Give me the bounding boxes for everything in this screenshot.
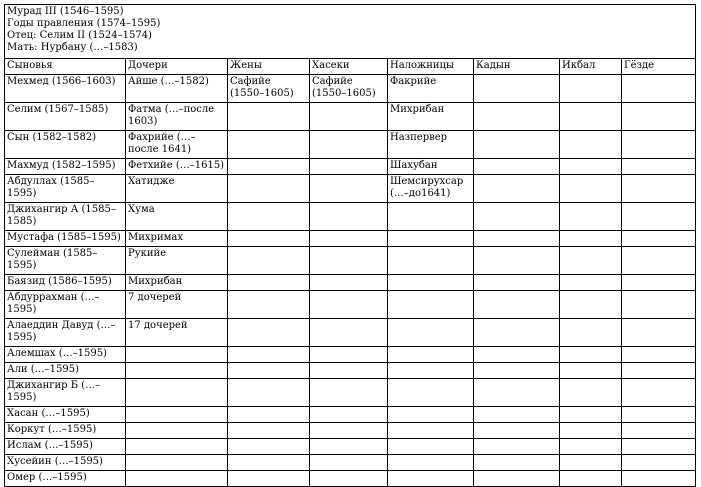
cell-ikbal <box>560 131 622 159</box>
cell-kadin <box>474 423 560 439</box>
cell-son: Али (…–1595) <box>5 363 126 379</box>
column-header-wives: Жены <box>228 59 310 75</box>
table-row <box>5 203 696 231</box>
cell-son: Хусейин (…–1595) <box>5 455 126 471</box>
cell-son: Мехмед (1566–1603) <box>5 75 126 103</box>
cell-wife <box>228 439 310 455</box>
cell-ikbal <box>560 231 622 247</box>
cell-haseki <box>310 379 388 407</box>
cell-daughter: Фетхийе (…–1615) <box>126 159 228 175</box>
cell-wife <box>228 455 310 471</box>
cell-gozde <box>622 471 696 487</box>
cell-gozde <box>622 423 696 439</box>
cell-daughter: 17 дочерей <box>126 319 228 347</box>
genealogy-page <box>4 4 695 487</box>
table-row <box>5 363 696 379</box>
cell-daughter: Рукийе <box>126 247 228 275</box>
cell-haseki <box>310 159 388 175</box>
column-header-kadin: Кадын <box>474 59 560 75</box>
cell-son: Сулейман (1585–1595) <box>5 247 126 275</box>
cell-wife <box>228 175 310 203</box>
table-row <box>5 379 696 407</box>
reign-years: Годы правления (1574–1595) <box>7 18 161 29</box>
cell-daughter <box>126 363 228 379</box>
cell-kadin <box>474 379 560 407</box>
cell-son: Баязид (1586–1595) <box>5 275 126 291</box>
cell-son: Ислам (…–1595) <box>5 439 126 455</box>
table-row <box>5 347 696 363</box>
cell-son: Джихангир А (1585–1585) <box>5 203 126 231</box>
cell-gozde <box>622 379 696 407</box>
cell-gozde <box>622 159 696 175</box>
table-row <box>5 407 696 423</box>
table-row <box>5 275 696 291</box>
cell-kadin <box>474 363 560 379</box>
cell-daughter <box>126 439 228 455</box>
cell-son: Алаеддин Давуд (…–1595) <box>5 319 126 347</box>
cell-ikbal <box>560 347 622 363</box>
cell-ikbal <box>560 379 622 407</box>
cell-ikbal <box>560 175 622 203</box>
cell-kadin <box>474 471 560 487</box>
cell-daughter: Айше (…–1582) <box>126 75 228 103</box>
table-body <box>5 5 696 487</box>
cell-ikbal <box>560 247 622 275</box>
cell-son: Абдуллах (1585–1595) <box>5 175 126 203</box>
cell-haseki <box>310 275 388 291</box>
cell-gozde <box>622 439 696 455</box>
cell-daughter: Хатидже <box>126 175 228 203</box>
cell-daughter: Фатма (…–после 1603) <box>126 103 228 131</box>
cell-haseki <box>310 203 388 231</box>
cell-ikbal <box>560 455 622 471</box>
cell-gozde <box>622 231 696 247</box>
cell-kadin <box>474 75 560 103</box>
cell-son: Мустафа (1585–1595) <box>5 231 126 247</box>
cell-gozde <box>622 363 696 379</box>
cell-kadin <box>474 231 560 247</box>
cell-haseki <box>310 231 388 247</box>
cell-son: Хасан (…–1595) <box>5 407 126 423</box>
cell-son: Алемшах (…–1595) <box>5 347 126 363</box>
mother-info: Мать: Нурбану (…–1583) <box>7 42 138 53</box>
cell-concubine <box>388 423 474 439</box>
table-row <box>5 439 696 455</box>
cell-kadin <box>474 439 560 455</box>
cell-ikbal <box>560 319 622 347</box>
cell-haseki: Сафийе (1550–1605) <box>310 75 388 103</box>
cell-wife: Сафийе (1550–1605) <box>228 75 310 103</box>
cell-ikbal <box>560 363 622 379</box>
column-header-daughters: Дочери <box>126 59 228 75</box>
cell-gozde <box>622 103 696 131</box>
cell-haseki <box>310 407 388 423</box>
cell-concubine <box>388 231 474 247</box>
cell-concubine: Михрибан <box>388 103 474 131</box>
cell-haseki <box>310 423 388 439</box>
cell-wife <box>228 363 310 379</box>
cell-kadin <box>474 159 560 175</box>
cell-daughter <box>126 455 228 471</box>
cell-concubine: Шемсирухсар (…–до1641) <box>388 175 474 203</box>
column-header-haseki: Хасеки <box>310 59 388 75</box>
cell-ikbal <box>560 407 622 423</box>
cell-kadin <box>474 203 560 231</box>
cell-concubine <box>388 203 474 231</box>
cell-gozde <box>622 407 696 423</box>
cell-haseki <box>310 175 388 203</box>
cell-gozde <box>622 131 696 159</box>
column-header-row <box>5 59 696 75</box>
title-cell <box>5 5 696 59</box>
cell-kadin <box>474 103 560 131</box>
table-row <box>5 247 696 275</box>
cell-haseki <box>310 471 388 487</box>
cell-concubine <box>388 319 474 347</box>
cell-wife <box>228 319 310 347</box>
cell-ikbal <box>560 159 622 175</box>
cell-gozde <box>622 275 696 291</box>
cell-haseki <box>310 347 388 363</box>
table-row <box>5 455 696 471</box>
cell-gozde <box>622 175 696 203</box>
cell-son: Омер (…–1595) <box>5 471 126 487</box>
cell-concubine <box>388 275 474 291</box>
cell-wife <box>228 203 310 231</box>
cell-daughter <box>126 407 228 423</box>
cell-concubine: Шахубан <box>388 159 474 175</box>
cell-daughter: Фахрийе (…–после 1641) <box>126 131 228 159</box>
cell-haseki <box>310 363 388 379</box>
cell-concubine <box>388 247 474 275</box>
cell-son: Селим (1567–1585) <box>5 103 126 131</box>
cell-kadin <box>474 291 560 319</box>
table-row <box>5 471 696 487</box>
cell-kadin <box>474 275 560 291</box>
cell-concubine: Назпервер <box>388 131 474 159</box>
father-info: Отец: Селим II (1524–1574) <box>7 30 152 41</box>
cell-haseki <box>310 103 388 131</box>
cell-haseki <box>310 439 388 455</box>
cell-concubine <box>388 347 474 363</box>
cell-wife <box>228 103 310 131</box>
table-row <box>5 75 696 103</box>
cell-haseki <box>310 247 388 275</box>
table-row <box>5 319 696 347</box>
table-row <box>5 131 696 159</box>
cell-concubine <box>388 291 474 319</box>
column-header-concubines: Наложницы <box>388 59 474 75</box>
cell-wife <box>228 247 310 275</box>
table-row <box>5 175 696 203</box>
cell-wife <box>228 379 310 407</box>
cell-ikbal <box>560 203 622 231</box>
cell-concubine <box>388 455 474 471</box>
cell-kadin <box>474 407 560 423</box>
genealogy-table <box>4 4 696 487</box>
cell-concubine <box>388 407 474 423</box>
cell-concubine: Факрийе <box>388 75 474 103</box>
cell-wife <box>228 231 310 247</box>
table-row <box>5 423 696 439</box>
cell-concubine <box>388 439 474 455</box>
cell-kadin <box>474 455 560 471</box>
cell-daughter: Михримах <box>126 231 228 247</box>
cell-gozde <box>622 203 696 231</box>
cell-ikbal <box>560 75 622 103</box>
cell-son: Сын (1582–1582) <box>5 131 126 159</box>
cell-gozde <box>622 455 696 471</box>
cell-wife <box>228 131 310 159</box>
column-header-gozde: Гёзде <box>622 59 696 75</box>
cell-wife <box>228 159 310 175</box>
cell-gozde <box>622 291 696 319</box>
table-row <box>5 103 696 131</box>
cell-ikbal <box>560 471 622 487</box>
cell-son: Джихангир Б (…–1595) <box>5 379 126 407</box>
cell-gozde <box>622 75 696 103</box>
cell-gozde <box>622 319 696 347</box>
cell-gozde <box>622 247 696 275</box>
table-row <box>5 159 696 175</box>
cell-wife <box>228 471 310 487</box>
cell-haseki <box>310 319 388 347</box>
cell-wife <box>228 347 310 363</box>
cell-concubine <box>388 471 474 487</box>
title-row <box>5 5 696 59</box>
cell-ikbal <box>560 275 622 291</box>
cell-haseki <box>310 455 388 471</box>
cell-kadin <box>474 347 560 363</box>
cell-son: Коркут (…–1595) <box>5 423 126 439</box>
cell-gozde <box>622 347 696 363</box>
sultan-name: Мурад III (1546–1595) <box>7 6 124 17</box>
cell-daughter <box>126 347 228 363</box>
column-header-sons: Сыновья <box>5 59 126 75</box>
cell-haseki <box>310 131 388 159</box>
cell-ikbal <box>560 439 622 455</box>
cell-ikbal <box>560 103 622 131</box>
cell-haseki <box>310 291 388 319</box>
cell-concubine <box>388 379 474 407</box>
cell-son: Махмуд (1582–1595) <box>5 159 126 175</box>
cell-daughter: Хума <box>126 203 228 231</box>
cell-son: Абдуррахман (…–1595) <box>5 291 126 319</box>
column-header-ikbal: Икбал <box>560 59 622 75</box>
cell-wife <box>228 275 310 291</box>
cell-daughter <box>126 471 228 487</box>
table-row <box>5 231 696 247</box>
table-row <box>5 291 696 319</box>
cell-wife <box>228 423 310 439</box>
cell-ikbal <box>560 423 622 439</box>
cell-daughter: Михрибан <box>126 275 228 291</box>
cell-wife <box>228 291 310 319</box>
cell-ikbal <box>560 291 622 319</box>
cell-daughter <box>126 379 228 407</box>
cell-wife <box>228 407 310 423</box>
cell-daughter: 7 дочерей <box>126 291 228 319</box>
cell-daughter <box>126 423 228 439</box>
cell-concubine <box>388 363 474 379</box>
cell-kadin <box>474 175 560 203</box>
cell-kadin <box>474 319 560 347</box>
cell-kadin <box>474 247 560 275</box>
cell-kadin <box>474 131 560 159</box>
